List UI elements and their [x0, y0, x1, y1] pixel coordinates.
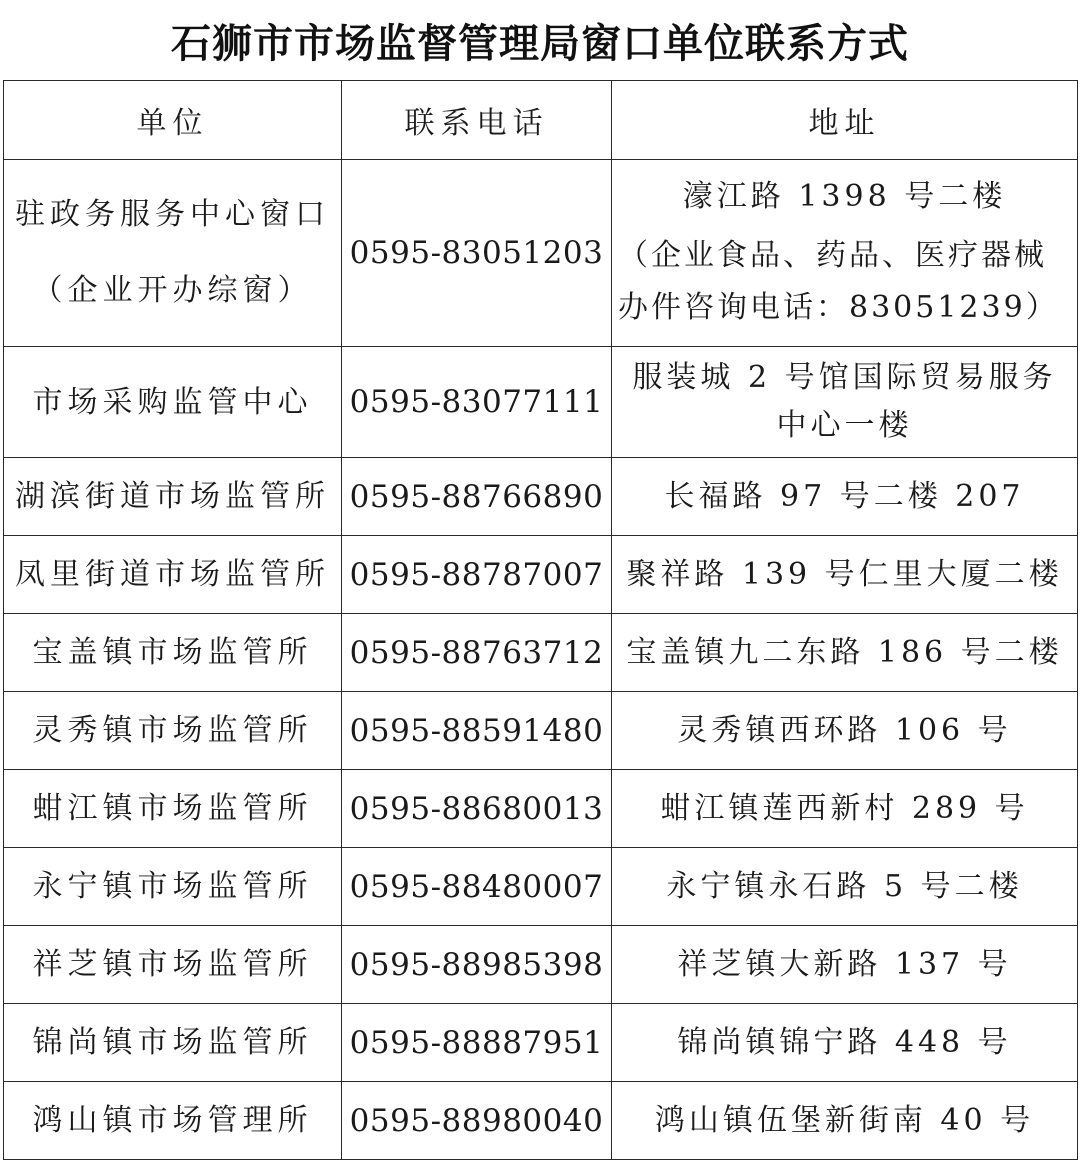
table-row [4, 458, 1078, 536]
unit-name: 驻政务服务中心窗口 [15, 197, 330, 232]
phone-cell: 0595-88766890 [342, 458, 612, 536]
unit-cell: 灵秀镇市场监管所 [4, 692, 342, 770]
unit-cell: 永宁镇市场监管所 [4, 848, 342, 926]
address-text: 濠江路 1398 号二楼 [682, 179, 1007, 214]
header-address: 地址 [612, 81, 1078, 160]
header-unit: 单位 [4, 81, 342, 160]
phone-cell: 0595-88680013 [342, 770, 612, 848]
address-cell: 鸿山镇伍堡新街南 40 号 [612, 1082, 1078, 1160]
address-cell: 灵秀镇西环路 106 号 [612, 692, 1078, 770]
unit-cell: 祥芝镇市场监管所 [4, 926, 342, 1004]
table-row [4, 692, 1078, 770]
address-cell: 宝盖镇九二东路 186 号二楼 [612, 614, 1078, 692]
table-row [4, 614, 1078, 692]
phone-cell: 0595-88980040 [342, 1082, 612, 1160]
unit-cell: 市场采购监管中心 [4, 347, 342, 458]
unit-cell: 湖滨街道市场监管所 [4, 458, 342, 536]
phone-cell: 0595-88787007 [342, 536, 612, 614]
table-row [4, 1082, 1078, 1160]
table-row [4, 848, 1078, 926]
unit-cell: 宝盖镇市场监管所 [4, 614, 342, 692]
unit-subname: （企业开办综窗） [32, 273, 313, 308]
header-phone: 联系电话 [342, 81, 612, 160]
unit-cell [4, 160, 342, 347]
address-cell: 聚祥路 139 号仁里大厦二楼 [612, 536, 1078, 614]
table-row [4, 160, 1078, 347]
contact-table [3, 80, 1078, 1160]
address-cell: 祥芝镇大新路 137 号 [612, 926, 1078, 1004]
address-cell: 服装城 2 号馆国际贸易服务中心一楼 [612, 347, 1078, 458]
table-row [4, 926, 1078, 1004]
phone-cell: 0595-88763712 [342, 614, 612, 692]
address-cell: 长福路 97 号二楼 207 [612, 458, 1078, 536]
unit-cell: 鸿山镇市场管理所 [4, 1082, 342, 1160]
table-row [4, 347, 1078, 458]
phone-cell: 0595-88887951 [342, 1004, 612, 1082]
address-cell: 蚶江镇莲西新村 289 号 [612, 770, 1078, 848]
unit-cell: 蚶江镇市场监管所 [4, 770, 342, 848]
phone-cell: 0595-88591480 [342, 692, 612, 770]
phone-cell: 0595-83051203 [342, 160, 612, 347]
unit-cell: 凤里街道市场监管所 [4, 536, 342, 614]
table-row [4, 536, 1078, 614]
phone-cell: 0595-88480007 [342, 848, 612, 926]
unit-cell: 锦尚镇市场监管所 [4, 1004, 342, 1082]
page-title: 石狮市市场监督管理局窗口单位联系方式 [171, 20, 909, 67]
table-row [4, 770, 1078, 848]
address-note: （企业食品、药品、医疗器械办件咨询电话：83051239） [618, 238, 1059, 325]
phone-cell: 0595-83077111 [342, 347, 612, 458]
address-cell [612, 160, 1078, 347]
address-cell: 锦尚镇锦宁路 448 号 [612, 1004, 1078, 1082]
table-row [4, 1004, 1078, 1082]
phone-cell: 0595-88985398 [342, 926, 612, 1004]
table-header-row [4, 81, 1078, 160]
address-cell: 永宁镇永石路 5 号二楼 [612, 848, 1078, 926]
